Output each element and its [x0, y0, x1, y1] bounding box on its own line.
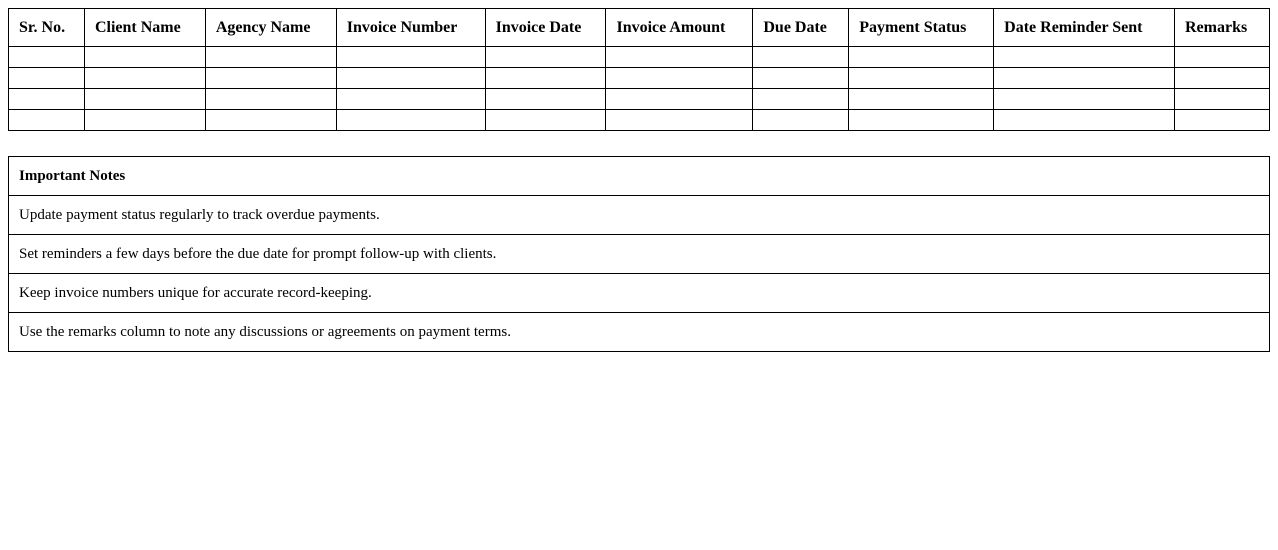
- table-cell[interactable]: [994, 68, 1175, 89]
- note-row: [9, 196, 1270, 235]
- column-header-remarks: Remarks: [1175, 9, 1270, 47]
- table-row: [9, 68, 1270, 89]
- table-cell[interactable]: [336, 47, 485, 68]
- table-cell[interactable]: [1175, 47, 1270, 68]
- column-header-sr-no: Sr. No.: [9, 9, 85, 47]
- column-header-client-name: Client Name: [84, 9, 205, 47]
- header-row: [9, 9, 1270, 47]
- table-cell[interactable]: [205, 47, 336, 68]
- table-cell[interactable]: [205, 110, 336, 131]
- table-cell[interactable]: [753, 89, 849, 110]
- note-row: [9, 274, 1270, 313]
- important-notes-table: [8, 156, 1270, 352]
- column-header-invoice-number: Invoice Number: [336, 9, 485, 47]
- table-cell[interactable]: [336, 89, 485, 110]
- table-cell[interactable]: [84, 89, 205, 110]
- table-cell[interactable]: [485, 47, 606, 68]
- table-cell[interactable]: [9, 89, 85, 110]
- table-cell[interactable]: [84, 47, 205, 68]
- table-cell[interactable]: [205, 68, 336, 89]
- table-cell[interactable]: [1175, 89, 1270, 110]
- column-header-invoice-date: Invoice Date: [485, 9, 606, 47]
- table-cell[interactable]: [994, 89, 1175, 110]
- column-header-invoice-amount: Invoice Amount: [606, 9, 753, 47]
- table-cell[interactable]: [606, 47, 753, 68]
- table-row: [9, 47, 1270, 68]
- note-item: Keep invoice numbers unique for accurate record-keeping.: [9, 274, 1270, 313]
- table-row: [9, 89, 1270, 110]
- column-header-due-date: Due Date: [753, 9, 849, 47]
- table-cell[interactable]: [849, 47, 994, 68]
- table-cell[interactable]: [849, 110, 994, 131]
- table-cell[interactable]: [606, 68, 753, 89]
- table-cell[interactable]: [336, 110, 485, 131]
- table-cell[interactable]: [994, 110, 1175, 131]
- column-header-date-reminder-sent: Date Reminder Sent: [994, 9, 1175, 47]
- notes-title: Important Notes: [9, 157, 1270, 196]
- column-header-agency-name: Agency Name: [205, 9, 336, 47]
- table-cell[interactable]: [1175, 68, 1270, 89]
- note-row: [9, 313, 1270, 352]
- table-cell[interactable]: [606, 110, 753, 131]
- table-cell[interactable]: [485, 89, 606, 110]
- table-cell[interactable]: [994, 47, 1175, 68]
- table-cell[interactable]: [336, 68, 485, 89]
- note-item: Update payment status regularly to track overdue payments.: [9, 196, 1270, 235]
- table-cell[interactable]: [753, 47, 849, 68]
- table-cell[interactable]: [606, 89, 753, 110]
- table-cell[interactable]: [1175, 110, 1270, 131]
- table-cell[interactable]: [9, 68, 85, 89]
- table-cell[interactable]: [84, 68, 205, 89]
- column-header-payment-status: Payment Status: [849, 9, 994, 47]
- table-cell[interactable]: [9, 110, 85, 131]
- note-item: Use the remarks column to note any discussions or agreements on payment terms.: [9, 313, 1270, 352]
- table-cell[interactable]: [753, 68, 849, 89]
- note-row: [9, 235, 1270, 274]
- table-cell[interactable]: [849, 89, 994, 110]
- table-row: [9, 110, 1270, 131]
- table-cell[interactable]: [84, 110, 205, 131]
- table-cell[interactable]: [205, 89, 336, 110]
- table-cell[interactable]: [849, 68, 994, 89]
- table-cell[interactable]: [753, 110, 849, 131]
- table-cell[interactable]: [485, 68, 606, 89]
- invoice-tracking-table: [8, 8, 1270, 131]
- note-item: Set reminders a few days before the due date for prompt follow-up with clients.: [9, 235, 1270, 274]
- table-cell[interactable]: [9, 47, 85, 68]
- table-cell[interactable]: [485, 110, 606, 131]
- notes-header-row: [9, 157, 1270, 196]
